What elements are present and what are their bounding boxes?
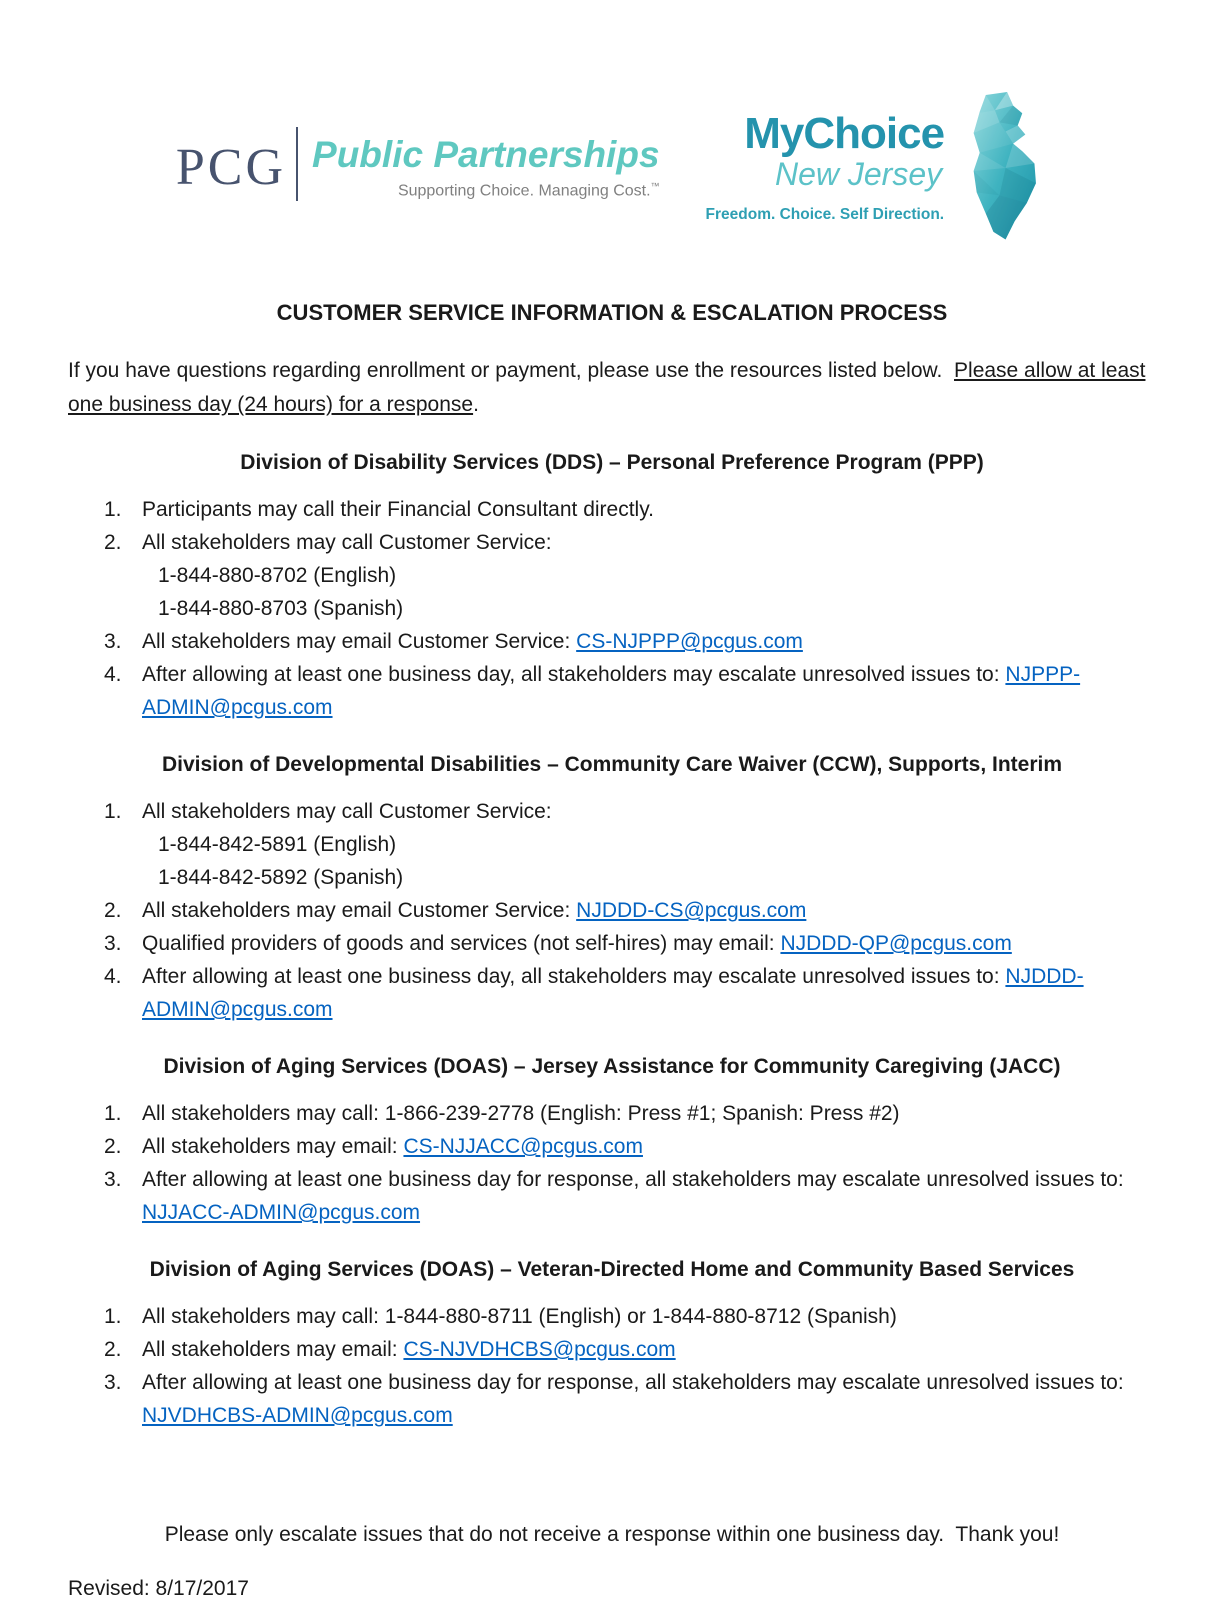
list-item bbox=[68, 795, 1156, 894]
item-number: 4. bbox=[104, 965, 122, 988]
email-link[interactable]: NJVDHCBS-ADMIN@pcgus.com bbox=[142, 1404, 453, 1427]
section-list bbox=[68, 1097, 1156, 1229]
item-number: 4. bbox=[104, 663, 122, 686]
section-list bbox=[68, 1300, 1156, 1432]
pcg-tagline-text: Supporting Choice. Managing Cost. bbox=[397, 182, 651, 200]
list-item bbox=[68, 1097, 1156, 1130]
mychoice-logo bbox=[706, 92, 1049, 244]
item-text: All stakeholders may email Customer Service: bbox=[142, 630, 577, 653]
email-link[interactable]: CS-NJVDHCBS@pcgus.com bbox=[403, 1338, 676, 1361]
item-number: 3. bbox=[104, 1371, 122, 1394]
email-link[interactable]: CS-NJPPP@pcgus.com bbox=[576, 630, 803, 653]
item-number: 1. bbox=[104, 800, 122, 823]
item-number: 1. bbox=[104, 1305, 122, 1328]
pcg-logo-name: Public Partnerships bbox=[312, 133, 660, 175]
list-item bbox=[68, 658, 1156, 724]
pcg-logo bbox=[176, 135, 660, 201]
intro-period: . bbox=[473, 393, 479, 416]
item-number: 1. bbox=[104, 1102, 122, 1125]
item-text: After allowing at least one business day, all stakeholders may escalate unresolved issues to: bbox=[142, 965, 1006, 988]
list-item bbox=[68, 1163, 1156, 1229]
item-text: All stakeholders may call: 1-844-880-8711 (English) or 1-844-880-8712 (Spanish) bbox=[142, 1305, 897, 1328]
list-item bbox=[68, 1333, 1156, 1366]
section-heading: Division of Aging Services (DOAS) – Jersey Assistance for Community Caregiving (JACC) bbox=[163, 1055, 1061, 1078]
revised-date: Revised: 8/17/2017 bbox=[68, 1577, 249, 1600]
email-link[interactable]: NJPPP-ADMIN@pcgus.com bbox=[142, 663, 1081, 719]
item-text: All stakeholders may call Customer Service: bbox=[142, 800, 552, 823]
item-text: After allowing at least one business day for response, all stakeholders may escalate unresolved issues to: bbox=[142, 1371, 1124, 1394]
pcg-logo-divider bbox=[296, 127, 298, 201]
item-text: All stakeholders may call Customer Service: bbox=[142, 531, 552, 554]
section-heading: Division of Disability Services (DDS) – Personal Preference Program (PPP) bbox=[240, 451, 984, 474]
item-number: 3. bbox=[104, 1168, 122, 1191]
list-item bbox=[68, 625, 1156, 658]
intro-underlined-text: Please allow at least one business day (24 hours) for a response bbox=[68, 359, 1146, 416]
list-item bbox=[68, 1300, 1156, 1333]
intro-text: If you have questions regarding enrollment or payment, please use the resources listed below. bbox=[68, 359, 955, 382]
section-heading: Division of Developmental Disabilities – Community Care Waiver (CCW), Supports, Interim bbox=[161, 753, 1063, 776]
section-list bbox=[68, 493, 1156, 724]
page-title: CUSTOMER SERVICE INFORMATION & ESCALATION PROCESS bbox=[276, 300, 948, 325]
item-number: 2. bbox=[104, 1338, 122, 1361]
list-item bbox=[68, 960, 1156, 1026]
item-number: 2. bbox=[104, 899, 122, 922]
section-heading: Division of Aging Services (DOAS) – Veteran-Directed Home and Community Based Services bbox=[149, 1258, 1075, 1281]
item-number: 1. bbox=[104, 498, 122, 521]
item-text: All stakeholders may call: 1-866-239-2778 (English: Press #1; Spanish: Press #2) bbox=[142, 1102, 900, 1125]
new-jersey-state-icon bbox=[954, 92, 1048, 244]
section-ddd-ccw bbox=[68, 748, 1156, 1026]
list-item bbox=[68, 894, 1156, 927]
mychoice-logo-title: MyChoice bbox=[744, 109, 945, 158]
mychoice-logo-tagline: Freedom. Choice. Self Direction. bbox=[705, 206, 945, 223]
pcg-logo-tagline bbox=[398, 181, 660, 200]
list-item bbox=[68, 927, 1156, 960]
item-text: All stakeholders may email Customer Service: bbox=[142, 899, 577, 922]
item-text: Qualified providers of goods and services (not self-hires) may email: bbox=[142, 932, 781, 955]
list-item bbox=[68, 1130, 1156, 1163]
trademark-symbol: ™ bbox=[650, 180, 660, 191]
phone-number-english: 1-844-842-5891 (English) bbox=[158, 833, 397, 856]
item-number: 2. bbox=[104, 1135, 122, 1158]
email-link[interactable]: CS-NJJACC@pcgus.com bbox=[403, 1135, 643, 1158]
phone-number-spanish: 1-844-842-5892 (Spanish) bbox=[158, 866, 404, 889]
intro-paragraph bbox=[68, 354, 1156, 422]
email-link[interactable]: NJDDD-CS@pcgus.com bbox=[576, 899, 807, 922]
email-link[interactable]: NJJACC-ADMIN@pcgus.com bbox=[142, 1201, 421, 1224]
item-number: 3. bbox=[104, 630, 122, 653]
item-text: All stakeholders may email: bbox=[142, 1135, 404, 1158]
phone-number-english: 1-844-880-8702 (English) bbox=[158, 564, 397, 587]
list-item bbox=[68, 493, 1156, 526]
item-text: After allowing at least one business day, all stakeholders may escalate unresolved issues to: bbox=[142, 663, 1006, 686]
list-item bbox=[68, 526, 1156, 625]
item-number: 2. bbox=[104, 531, 122, 554]
item-number: 3. bbox=[104, 932, 122, 955]
item-text: After allowing at least one business day for response, all stakeholders may escalate unresolved issues to: bbox=[142, 1168, 1124, 1191]
section-dds-ppp bbox=[68, 446, 1156, 724]
section-doas-jacc bbox=[68, 1050, 1156, 1229]
header-logos bbox=[68, 0, 1156, 248]
email-link[interactable]: NJDDD-ADMIN@pcgus.com bbox=[142, 965, 1084, 1021]
item-text: All stakeholders may email: bbox=[142, 1338, 404, 1361]
item-text: Participants may call their Financial Consultant directly. bbox=[142, 498, 654, 521]
email-link[interactable]: NJDDD-QP@pcgus.com bbox=[780, 932, 1012, 955]
mychoice-logo-subtitle: New Jersey bbox=[774, 156, 943, 192]
section-list bbox=[68, 795, 1156, 1026]
section-doas-vdhcbs bbox=[68, 1253, 1156, 1432]
phone-number-spanish: 1-844-880-8703 (Spanish) bbox=[158, 597, 404, 620]
escalation-note: Please only escalate issues that do not receive a response within one business day. Thank you! bbox=[164, 1523, 1060, 1546]
list-item bbox=[68, 1366, 1156, 1432]
pcg-acronym: PCG bbox=[175, 139, 287, 196]
